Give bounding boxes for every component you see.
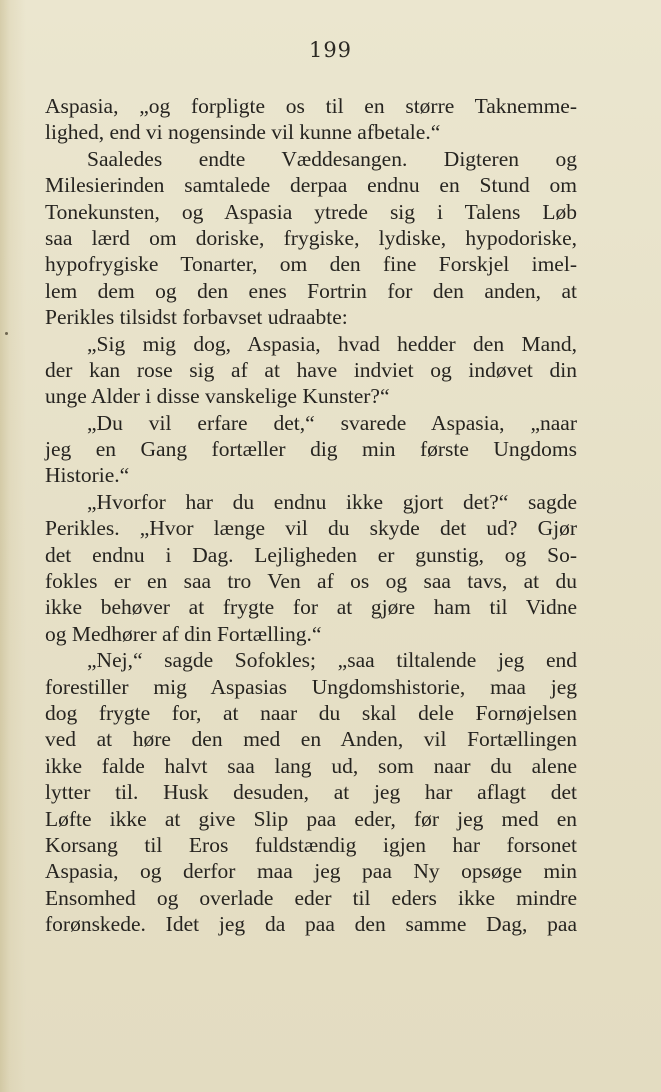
text-line: Historie.“: [45, 463, 130, 488]
text-line: lighed, end vi nogensinde vil kunne afbetale.“: [45, 120, 441, 145]
text-line: fokles er en saa tro Ven af os og saa tavs, at du: [45, 569, 577, 594]
text-line: Korsang til Eros fuldstændig igjen har forsonet: [45, 832, 577, 857]
text-line: unge Alder i disse vanskelige Kunster?“: [45, 384, 390, 409]
text-line: „Du vil erfare det,“ svarede Aspasia, „naar: [87, 410, 577, 435]
body-text: [45, 93, 577, 938]
text-line: Løfte ikke at give Slip paa eder, før jeg med en: [45, 806, 577, 831]
text-line: ikke falde halvt saa lang ud, som naar du alene: [45, 753, 577, 778]
text-line: lytter til. Husk desuden, at jeg har aflagt det: [45, 780, 577, 805]
text-line: forestiller mig Aspasias Ungdomshistorie, maa jeg: [45, 674, 577, 699]
text-line: Perikles tilsidst forbavset udraabte:: [45, 305, 348, 330]
text-line: hypofrygiske Tonarter, om den fine Forskjel imel-: [45, 252, 577, 277]
text-line: „Sig mig dog, Aspasia, hvad hedder den Mand,: [87, 331, 577, 356]
text-line: ved at høre den med en Anden, vil Fortællingen: [45, 727, 577, 752]
text-line: det endnu i Dag. Lejligheden er gunstig, og So-: [45, 542, 577, 567]
text-line: Milesierinden samtalede derpaa endnu en Stund om: [45, 173, 577, 198]
text-line: Tonekunsten, og Aspasia ytrede sig i Talens Løb: [45, 199, 577, 224]
text-line: Saaledes endte Væddesangen. Digteren og: [87, 146, 577, 171]
text-line: Aspasia, „og forpligte os til en større Taknemme-: [45, 94, 577, 118]
text-line: forønskede. Idet jeg da paa den samme Dag, paa: [45, 912, 577, 937]
text-line: „Nej,“ sagde Sofokles; „saa tiltalende jeg end: [87, 648, 577, 673]
text-line: dog frygte for, at naar du skal dele Fornøjelsen: [45, 700, 577, 725]
text-line: saa lærd om doriske, frygiske, lydiske, hypodoriske,: [45, 225, 577, 250]
text-line: „Hvorfor har du endnu ikke gjort det?“ sagde: [87, 489, 577, 514]
text-line: der kan rose sig af at have indviet og indøvet din: [45, 357, 577, 382]
margin-speck: [5, 332, 8, 335]
text-line: lem dem og den enes Fortrin for den anden, at: [45, 278, 577, 303]
text-line: Perikles. „Hvor længe vil du skyde det ud? Gjør: [45, 516, 577, 541]
page-number: 199: [308, 38, 353, 62]
text-line: og Medhører af din Fortælling.“: [45, 621, 322, 646]
text-line: Aspasia, og derfor maa jeg paa Ny opsøge min: [45, 859, 577, 884]
text-line: ikke behøver at frygte for at gjøre ham til Vidne: [45, 595, 577, 620]
text-line: jeg en Gang fortæller dig min første Ungdoms: [45, 437, 577, 462]
text-line: Ensomhed og overlade eder til eders ikke mindre: [45, 885, 577, 910]
